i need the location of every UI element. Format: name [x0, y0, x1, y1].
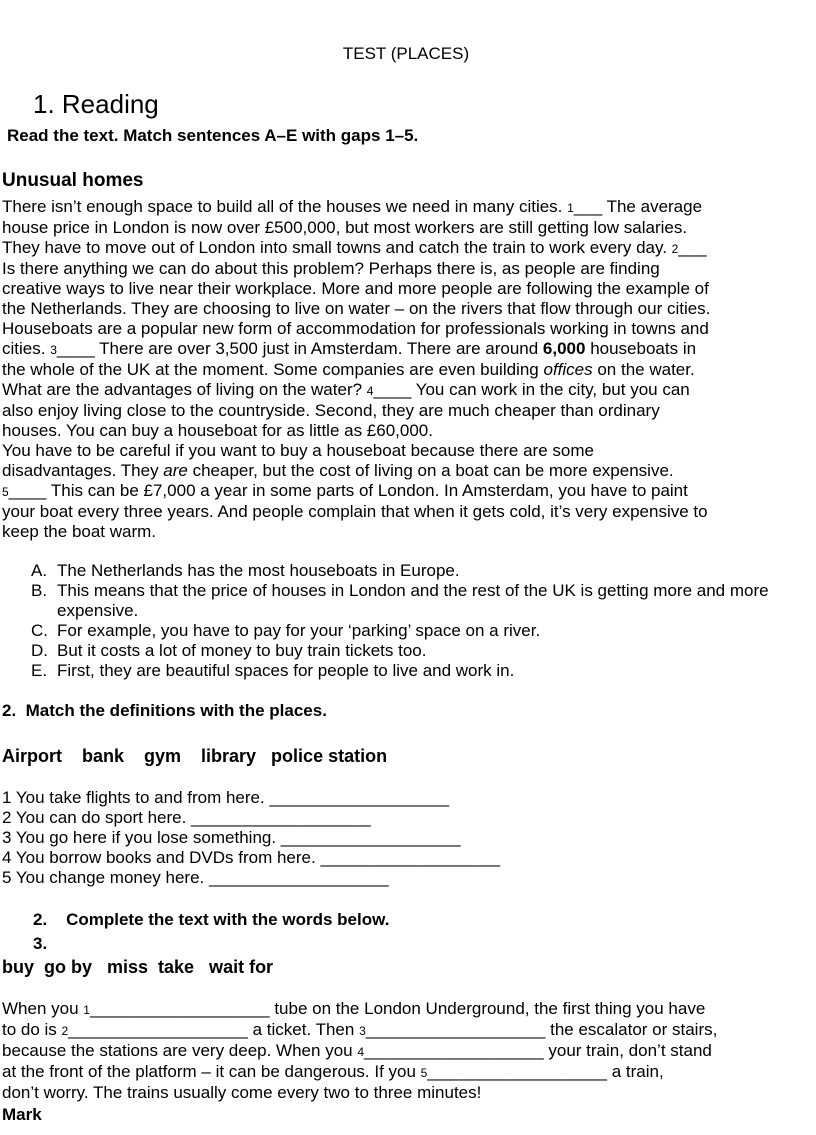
reading-text-line: houses. You can buy a houseboat for as little as £60,000. [2, 421, 433, 440]
reading-text-line: cities. 3____ There are over 3,500 just in Amsterdam. There are around 6,000 houseboats in [2, 339, 697, 358]
answer-option-label: B. [31, 581, 48, 600]
answer-options [2, 561, 810, 681]
reading-text-line: disadvantages. They are cheaper, but the cost of living on a boat can be more expensive. [2, 461, 674, 480]
section-heading-completion: 2. Complete the text with the words below. [33, 910, 390, 929]
reading-text-line: They have to move out of London into small towns and catch the train to work every day. 2___ [2, 238, 707, 257]
reading-text-line: There isn’t enough space to build all of the houses we need in many cities. 1___ The average [2, 197, 703, 216]
reading-text-line: Houseboats are a popular new form of accommodation for professionals working in towns and [2, 319, 709, 338]
reading-text [2, 197, 810, 542]
reading-text-line: keep the boat warm. [2, 522, 157, 541]
reading-text-line: Is there anything we can do about this problem? Perhaps there is, as people are finding [2, 259, 660, 278]
answer-option-label: D. [31, 641, 48, 660]
definition-item: 3 You go here if you lose something. ___________________ [2, 828, 461, 847]
places-word-bank: Airport bank gym library police station [2, 746, 388, 766]
completion-text-line: don’t worry. The trains usually come every two to three minutes! [2, 1083, 482, 1102]
definition-item: 4 You borrow books and DVDs from here. ___________________ [2, 848, 501, 867]
reading-text-line: the whole of the UK at the moment. Some companies are even building offices on the water. [2, 360, 695, 379]
answer-option-text: This means that the price of houses in London and the rest of the UK is getting more and more expensive. [57, 581, 769, 620]
reading-text-line: the Netherlands. They are choosing to live on water – on the rivers that flow through our cities. [2, 299, 711, 318]
answer-option [31, 561, 810, 581]
section-heading-reading: 1. Reading [33, 89, 159, 119]
verbs-word-bank: buy go by miss take wait for [2, 957, 274, 977]
answer-option-text: First, they are beautiful spaces for people to live and work in. [57, 661, 515, 680]
section-heading-matching: 2. Match the definitions with the places. [2, 701, 327, 720]
answer-option-label: C. [31, 621, 48, 640]
answer-option-label: A. [31, 561, 48, 580]
answer-option [31, 581, 810, 621]
answer-option [31, 621, 810, 641]
definition-item: 1 You take flights to and from here. ___________________ [2, 788, 450, 807]
mark-label: Mark [2, 1105, 42, 1124]
reading-text-line: 5____ This can be £7,000 a year in some parts of London. In Amsterdam, you have to paint [2, 481, 688, 500]
completion-text-line: to do is 2___________________ a ticket. Then 3___________________ the escalator or stairs, [2, 1020, 718, 1039]
answer-option-text: But it costs a lot of money to buy train tickets too. [57, 641, 427, 660]
completion-text-line: at the front of the platform – it can be dangerous. If you 5___________________ a train, [2, 1062, 664, 1081]
answer-option-label: E. [31, 661, 48, 680]
completion-text-line: because the stations are very deep. When you 4___________________ your train, don’t stand [2, 1041, 712, 1060]
reading-text-line: You have to be careful if you want to buy a houseboat because there are some [2, 441, 594, 460]
definition-items [2, 788, 810, 888]
reading-instruction: Read the text. Match sentences A–E with gaps 1–5. [7, 126, 419, 145]
definition-item: 5 You change money here. ___________________ [2, 868, 389, 887]
section-number: 3. [33, 934, 48, 953]
reading-text-line: creative ways to live near their workplace. More and more people are following the example of [2, 279, 709, 298]
reading-text-line: your boat every three years. And people complain that when it gets cold, it’s very expensive to [2, 502, 708, 521]
document-title: TEST (PLACES) [342, 44, 470, 63]
reading-text-line: What are the advantages of living on the water? 4____ You can work in the city, but you can [2, 380, 690, 399]
definition-item: 2 You can do sport here. ___________________ [2, 808, 371, 827]
completion-text [2, 999, 810, 1103]
answer-option [31, 661, 810, 681]
answer-option-text: For example, you have to pay for your ‘parking’ space on a river. [57, 621, 541, 640]
completion-text-line: When you 1___________________ tube on the London Underground, the first thing you have [2, 999, 706, 1018]
reading-text-line: also enjoy living close to the countryside. Second, they are much cheaper than ordinary [2, 401, 660, 420]
reading-text-title: Unusual homes [2, 170, 144, 191]
reading-text-line: house price in London is now over £500,000, but most workers are still getting low salaries. [2, 218, 688, 237]
answer-option [31, 641, 810, 661]
answer-option-text: The Netherlands has the most houseboats in Europe. [57, 561, 460, 580]
